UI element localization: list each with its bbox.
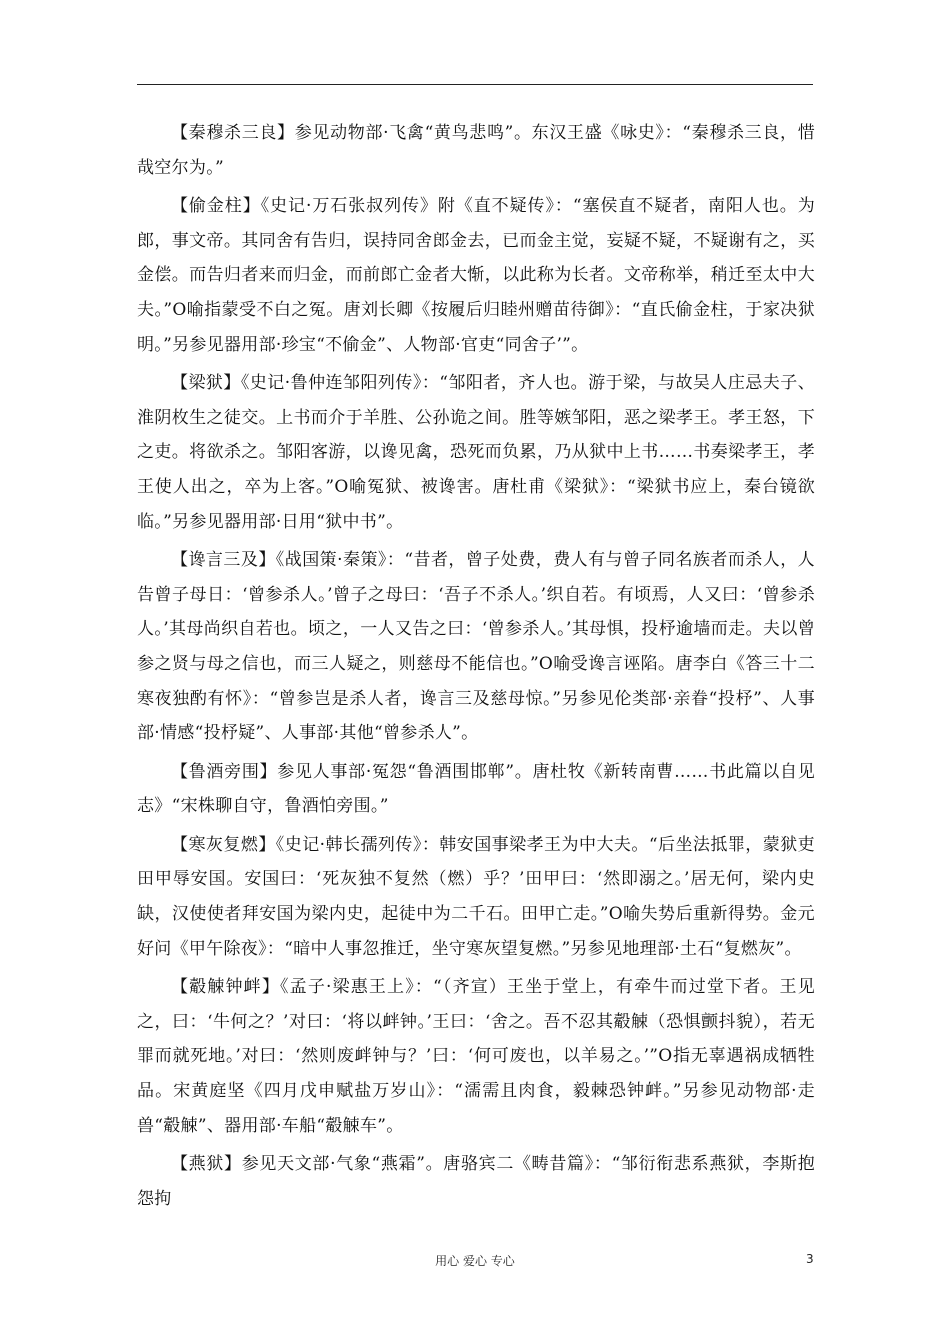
entry <box>137 116 815 185</box>
entry <box>137 189 815 362</box>
entry <box>137 970 815 1143</box>
entry-text: 《史记·韩长孺列传》：韩安国事梁孝王为中大夫。“后坐法抵罪，蒙狱吏田甲辱安国。安国曰：‘死灰独不复然（燃）乎？’田甲曰：‘然即溺之。’居无何，梁内史缺，汉使使者拜安国为梁内史，起徒中为二千石。田甲亡走。”О喻失势后重新得势。金元好问《甲午除夜》：“暗中人事忽推迁，坐守寒灰望复燃。”另参见地理部·土石“复燃灰”。 <box>137 834 815 959</box>
entry-term: 【谗言三及】 <box>171 550 276 571</box>
header-rule <box>137 84 813 85</box>
entry-term: 【秦穆杀三良】 <box>171 123 295 143</box>
entry-term: 【燕狱】 <box>171 1154 242 1175</box>
entry <box>137 1147 815 1216</box>
entry-text: 参见动物部·飞禽“黄鸟悲鸣”。东汉王盛《咏史》：“秦穆杀三良，惜哉空尔为。” <box>137 123 816 178</box>
page-body <box>137 116 815 1220</box>
entry-term: 【寒灰复燃】 <box>171 834 276 855</box>
entry <box>137 755 815 824</box>
entry <box>137 828 815 966</box>
entry-term: 【觳觫钟衅】 <box>171 977 280 998</box>
page-footer <box>0 1252 950 1272</box>
entry-text: 参见人事部·冤怨“鲁酒围邯郸”。唐杜牧《新转南曹……书此篇以自见志》“宋株聊自守，鲁酒怕旁围。” <box>137 761 815 817</box>
entry-text: 《战国策·秦策》：“昔者，曾子处费，费人有与曾子同名族者而杀人，人告曾子母日：‘曾参杀人。’曾子之母曰：‘吾子不杀人。’织自若。有顷焉，人又曰：‘曾参杀人。’其母尚织自若也。顷之，一人又告之曰：‘曾参杀人。’其母惧，投杼逾墙而走。夫以曾参之贤与母之信也，而三人疑之，则慈母不能信也。”О喻受谗言诬陷。唐李白《答三十二寒夜独酌有怀》：“曾参岂是杀人者，谗言三及慈母惊。”另参见伦类部·亲眷“投杼”、人事部·情感“投杼疑”、人事部·其他“曾参杀人”。 <box>137 550 815 744</box>
entry-text: 参见天文部·气象“燕霜”。唐骆宾二《畴昔篇》：“邹衍衔悲系燕狱，李斯抱怨拘 <box>137 1154 815 1209</box>
entry-text: 《史记·鲁仲连邹阳列传》：“邹阳者，齐人也。游于梁，与故吴人庄忌夫子、淮阴枚生之徒交。上书而介于羊胜、公孙诡之间。胜等嫉邹阳，恶之梁孝王。孝王怒，下之吏。将欲杀之。邹阳客游，以谗见禽，恐死而负累，乃从狱中上书……书奏梁孝王，孝王使人出之，卒为上客。”О喻冤狱、被谗害。唐杜甫《梁狱》：“梁狱书应上，秦台镜欲临。”另参见器用部·日用“狱中书”。 <box>137 373 816 532</box>
entry-term: 【梁狱】 <box>171 373 241 394</box>
entry <box>137 366 815 539</box>
entry <box>137 543 815 751</box>
entry-text: 《史记·万石张叔列传》附《直不疑传》：“塞侯直不疑者，南阳人也。为郎，事文帝。其同舍有告归，误持同舍郎金去，已而金主觉，妄疑不疑，不疑谢有之，买金偿。而告归者来而归金，而前郎亡金者大惭，以此称为长者。文帝称举，稍迁至太中大夫。”О喻指蒙受不白之冤。唐刘长卿《按履后归睦州赠苗待御》：“直氏偷金柱，于家决狱明。”另参见器用部·珍宝“不偷金”、人物部·官吏“同舍子’”。 <box>137 196 816 355</box>
entry-text: 《孟子·梁惠王上》：“（齐宣）王坐于堂上，有牵牛而过堂下者。王见之，曰：‘牛何之？’对曰：‘将以衅钟。’王曰：‘舍之。吾不忍其觳觫（恐惧颤抖貌），若无罪而就死地。’对曰：‘然则废衅钟与？’曰：‘何可废也，以羊易之。’”О指无辜遇祸成牺牲品。宋黄庭坚《四月戊申赋盐万岁山》：“濡需且肉食，毅棘恐钟衅。”另参见动物部·走兽“觳觫”、器用部·车船“觳觫车”。 <box>137 977 815 1136</box>
entry-term: 【鲁酒旁围】 <box>171 761 278 782</box>
page-number: 3 <box>806 1252 814 1266</box>
footer-slogan: 用心 爱心 专心 <box>435 1254 515 1268</box>
entry-term: 【偷金柱】 <box>171 196 261 217</box>
